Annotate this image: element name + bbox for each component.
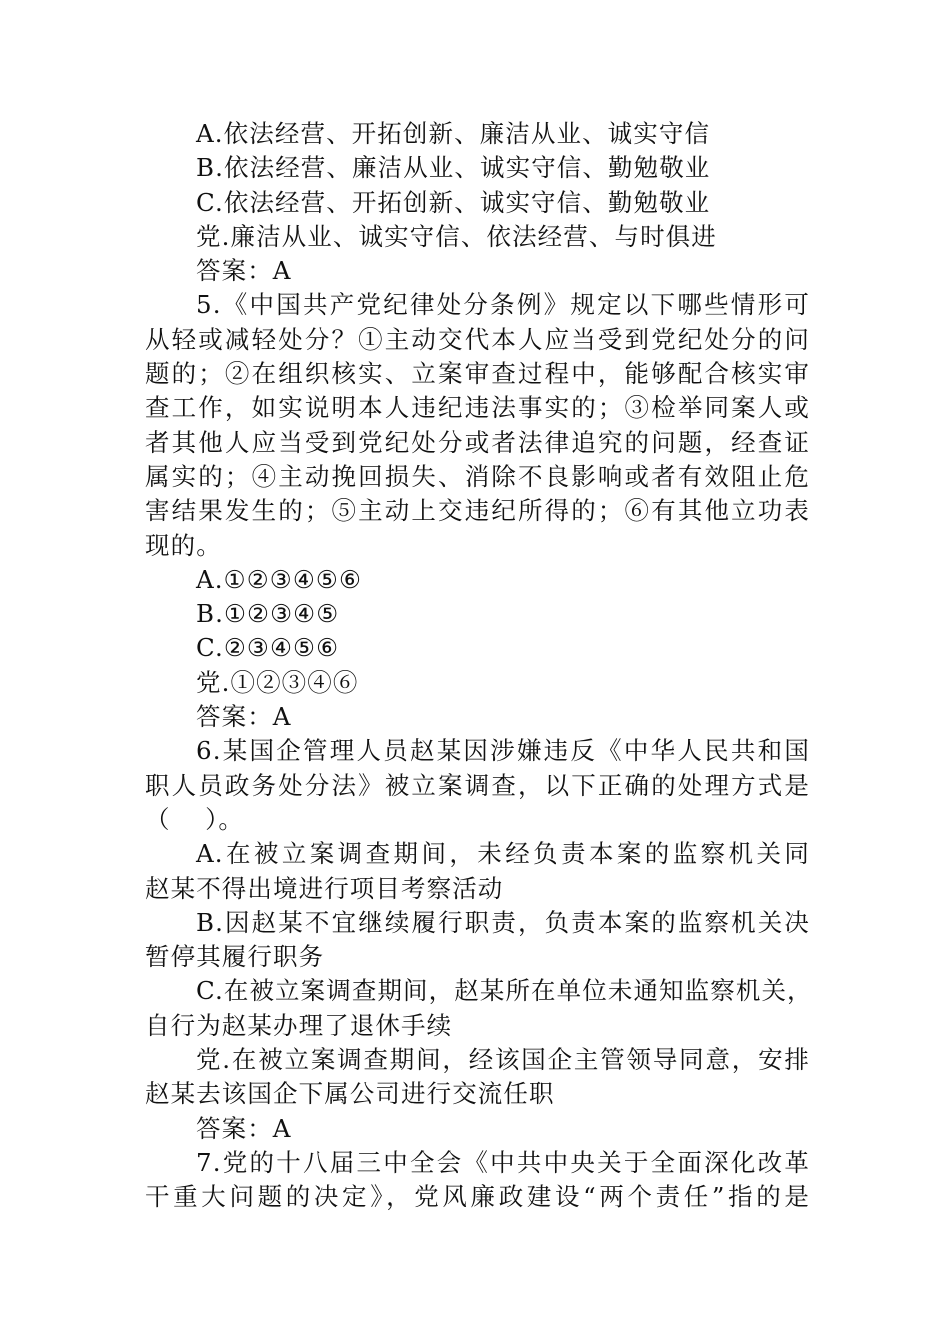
option-d-continued: 赵某去该国企下属公司进行交流任职: [145, 1079, 555, 1109]
answer: 答案：A: [196, 256, 292, 286]
option-d: 党.在被立案调查期间，经该国企主管领导同意，安排: [196, 1045, 810, 1075]
question-text-line: 现的。: [145, 530, 222, 560]
question-text-line: 害结果发生的；⑤主动上交违纪所得的；⑥有其他立功表: [145, 496, 810, 526]
option-b: B.依法经营、廉洁从业、诚实守信、勤勉敬业: [196, 153, 711, 183]
question-text-line: 者其他人应当受到党纪处分或者法律追究的问题，经查证: [145, 427, 810, 457]
option-c: C.依法经营、开拓创新、诚实守信、勤勉敬业: [196, 187, 711, 217]
option-d: 党.①②③④⑥: [196, 667, 359, 697]
question-text-line: 属实的；④主动挽回损失、消除不良影响或者有效阻止危: [145, 461, 810, 491]
question-text-line: （ ）。: [145, 804, 245, 834]
answer: 答案：A: [196, 702, 292, 732]
question-text-line: 查工作，如实说明本人违纪违法事实的；③检举同案人或: [145, 393, 810, 423]
option-b-continued: 暂停其履行职务: [145, 942, 325, 972]
option-c: C.在被立案调查期间，赵某所在单位未通知监察机关，: [196, 976, 813, 1006]
option-a: A.依法经营、开拓创新、廉洁从业、诚实守信: [196, 119, 711, 148]
option-a: A.在被立案调查期间，未经负责本案的监察机关同: [196, 839, 810, 869]
document-body: [145, 117, 813, 1215]
answer: 答案：A: [196, 1113, 292, 1143]
question-text-line: 职人员政务处分法》被立案调查，以下正确的处理方式是: [145, 770, 810, 800]
question-text-line: 7.党的十八届三中全会《中共中央关于全面深化改革: [196, 1147, 810, 1177]
question-7: [145, 1146, 810, 1215]
question-5: [145, 288, 810, 734]
question-text-line: 5.《中国共产党纪律处分条例》规定以下哪些情形可: [196, 290, 810, 320]
option-c-continued: 自行为赵某办理了退休手续: [145, 1010, 453, 1040]
question-text-line: 6.某国企管理人员赵某因涉嫌违反《中华人民共和国: [196, 736, 810, 766]
question-6: [145, 734, 813, 1146]
question-text-line: 题的；②在组织核实、立案审查过程中，能够配合核实审: [145, 359, 810, 389]
option-c: C.②③④⑤⑥: [196, 633, 340, 663]
question-text-line: 干重大问题的决定》，党风廉政建设“两个责任”指的是: [145, 1182, 810, 1212]
option-b: B.①②③④⑤: [196, 599, 340, 629]
option-b: B.因赵某不宜继续履行职责，负责本案的监察机关决: [196, 907, 810, 937]
option-a-continued: 赵某不得出境进行项目考察活动: [145, 873, 504, 903]
option-d: 党.廉洁从业、诚实守信、依法经营、与时俱进: [196, 221, 717, 251]
option-a: A.①②③④⑤⑥: [196, 564, 363, 594]
question-text-line: 从轻或减轻处分？①主动交代本人应当受到党纪处分的问: [145, 324, 810, 354]
question-4-options: [145, 117, 810, 288]
